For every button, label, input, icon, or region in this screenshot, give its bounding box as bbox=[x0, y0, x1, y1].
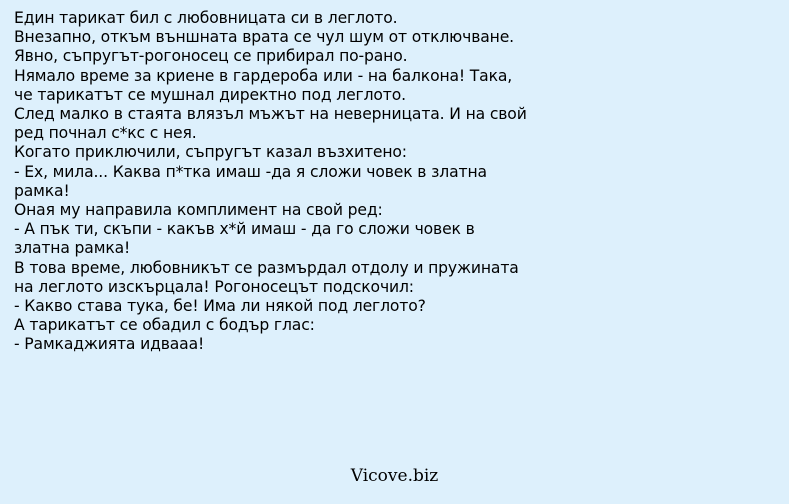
joke-line: Нямало време за криене в гардероба или - на балкона! Така, bbox=[14, 66, 513, 85]
joke-line: Оная му направила комплимент на свой ред: bbox=[14, 201, 383, 220]
joke-line: че тарикатът се мушнал директно под леглото. bbox=[14, 85, 406, 104]
joke-line: - Ех, мила... Каква п*тка имаш -да я сложи човек в златна bbox=[14, 162, 487, 181]
joke-line: на леглото изскърцала! Рогоносецът подскочил: bbox=[14, 277, 414, 296]
joke-line: златна рамка! bbox=[14, 239, 131, 258]
joke-line: - А пък ти, скъпи - какъв х*й имаш - да го сложи човек в bbox=[14, 220, 475, 239]
joke-line: Един тарикат бил с любовницата си в леглото. bbox=[14, 9, 398, 27]
joke-text bbox=[14, 9, 774, 355]
joke-line: Внезапно, откъм външната врата се чул шум от отключване. bbox=[14, 28, 514, 47]
joke-line: рамка! bbox=[14, 181, 70, 200]
joke-line: ред почнал с*кс с нея. bbox=[14, 124, 197, 143]
site-watermark: Vicove.biz bbox=[350, 466, 439, 486]
joke-line: След малко в стаята влязъл мъжът на неверницата. И на свой bbox=[14, 105, 527, 124]
joke-line: А тарикатът се обадил с бодър глас: bbox=[14, 316, 315, 335]
joke-line: Явно, съпругът-рогоносец се прибирал по-рано. bbox=[14, 47, 408, 66]
joke-line: В това време, любовникът се размърдал отдолу и пружината bbox=[14, 258, 519, 277]
joke-line: - Какво става тука, бе! Има ли някой под леглото? bbox=[14, 297, 426, 316]
joke-line: Когато приключили, съпругът казал възхитено: bbox=[14, 143, 407, 162]
joke-line: - Рамкаджията идвааа! bbox=[14, 335, 205, 354]
